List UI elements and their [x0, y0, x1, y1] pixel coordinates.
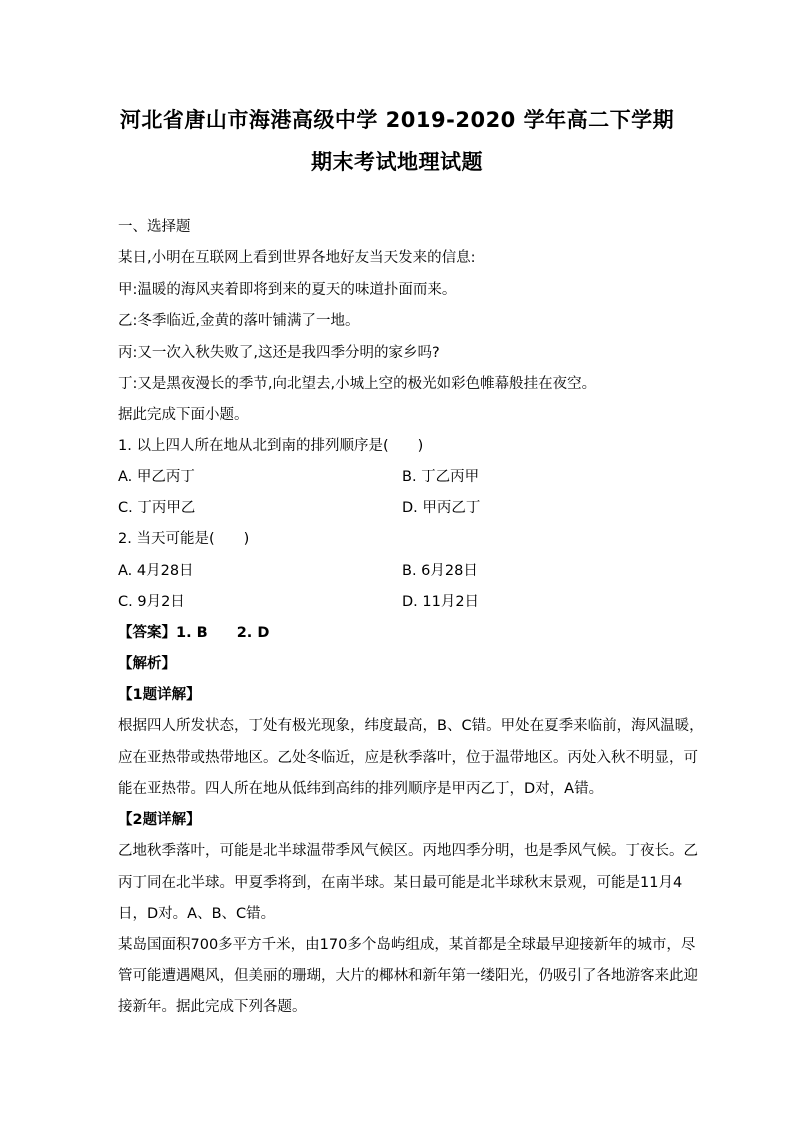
- document-title-line-2: 期末考试地理试题: [311, 150, 483, 174]
- detail-1-heading: 【1题详解】: [118, 687, 201, 703]
- detail-2-line: 乙地秋季落叶，可能是北半球温带季风气候区。丙地四季分明，也是季风气候。丁夜长。乙: [118, 843, 698, 859]
- question-1-stem: 1. 以上四人所在地从北到南的排列顺序是( ): [118, 438, 424, 454]
- section-heading: 一、选择题: [118, 219, 191, 235]
- detail-2-heading: 【2题详解】: [118, 812, 201, 828]
- next-passage-line: 接新年。据此完成下列各题。: [118, 999, 307, 1015]
- question-2-option-c: C. 9月2日: [118, 594, 185, 610]
- next-passage-line: 某岛国面积700多平方千米，由170多个岛屿组成，某首都是全球最早迎接新年的城市，尽: [118, 937, 696, 953]
- detail-2-line: 丙丁同在北半球。甲夏季将到，在南半球。某日最可能是北半球秋末景观，可能是11月4: [118, 875, 683, 891]
- question-1-option-a: A. 甲乙丙丁: [118, 469, 195, 485]
- next-passage-line: 管可能遭遇飓风，但美丽的珊瑚，大片的椰林和新年第一缕阳光，仍吸引了各地游客来此迎: [118, 968, 698, 984]
- question-2-option-a: A. 4月28日: [118, 563, 194, 579]
- document-title-line-1: 河北省唐山市海港高级中学 2019-2020 学年高二下学期: [119, 108, 675, 132]
- intro-line: 丁:又是黑夜漫长的季节,向北望去,小城上空的极光如彩色帷幕般挂在夜空。: [118, 376, 597, 392]
- question-2-option-d: D. 11月2日: [402, 594, 480, 610]
- question-2-option-b: B. 6月28日: [402, 563, 478, 579]
- intro-line: 甲:温暖的海风夹着即将到来的夏天的味道扑面而来。: [118, 282, 457, 298]
- question-1-option-d: D. 甲丙乙丁: [402, 500, 481, 516]
- detail-2-line: 日，D对。A、B、C错。: [118, 906, 276, 922]
- analysis-heading: 【解析】: [118, 656, 176, 672]
- detail-1-line: 应在亚热带或热带地区。乙处冬临近，应是秋季落叶，位于温带地区。丙处入秋不明显，可: [118, 750, 698, 766]
- question-2-stem: 2. 当天可能是( ): [118, 531, 250, 547]
- detail-1-line: 根据四人所发状态，丁处有极光现象，纬度最高，B、C错。甲处在夏季来临前，海风温暖，: [118, 718, 704, 734]
- intro-line: 据此完成下面小题。: [118, 407, 249, 423]
- intro-line: 丙:又一次入秋失败了,这还是我四季分明的家乡吗?: [118, 345, 440, 361]
- intro-line: 乙:冬季临近,金黄的落叶铺满了一地。: [118, 313, 360, 329]
- question-1-option-c: C. 丁丙甲乙: [118, 500, 196, 516]
- question-1-option-b: B. 丁乙丙甲: [402, 469, 480, 485]
- answer-line: 【答案】1. B 2. D: [118, 625, 270, 641]
- intro-line: 某日,小明在互联网上看到世界各地好友当天发来的信息:: [118, 250, 476, 266]
- detail-1-line: 能在亚热带。四人所在地从低纬到高纬的排列顺序是甲丙乙丁，D对，A错。: [118, 781, 604, 797]
